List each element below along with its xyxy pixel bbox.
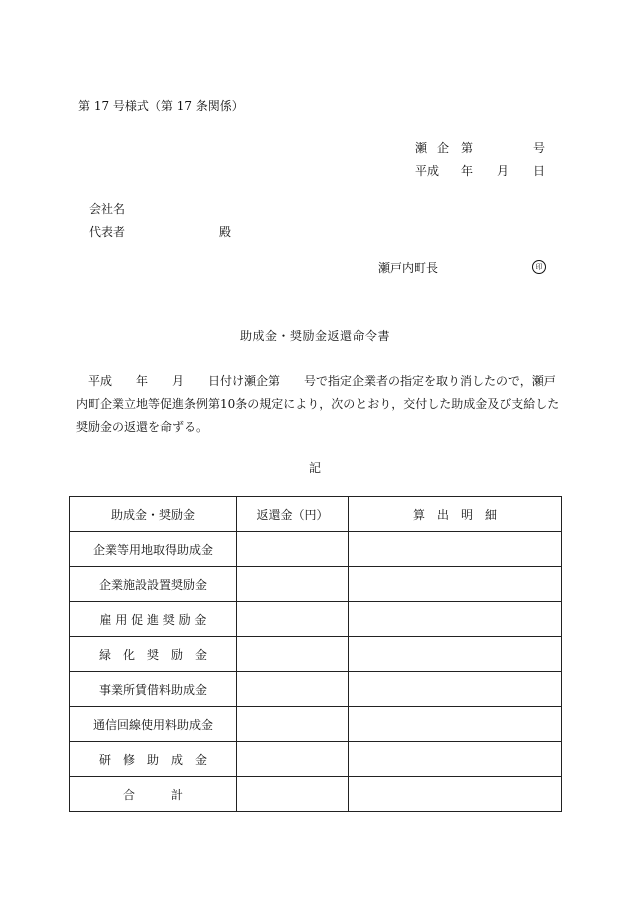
table-row: [70, 742, 562, 777]
details-cell: [349, 707, 562, 742]
header-calculation-details: 算 出 明 細: [349, 497, 562, 532]
total-label: 合 計: [70, 777, 237, 812]
doc-number-prefix-3: 第: [461, 141, 474, 155]
ki-heading: 記: [308, 461, 321, 475]
document-title: 助成金・奨励金返還命令書: [239, 329, 390, 343]
amount-cell: [237, 742, 349, 777]
doc-number-prefix-1: 瀬: [415, 141, 428, 155]
amount-cell: [237, 602, 349, 637]
body-line: 平成 年 月 日付け瀬企第 号で指定企業者の指定を取り消したので，瀬戸: [76, 374, 556, 388]
company-name-label: 会社名: [89, 202, 126, 216]
row-label: 通信回線使用料助成金: [70, 707, 237, 742]
refund-table: [69, 496, 562, 812]
date-year: 年: [461, 164, 474, 178]
date-day: 日: [533, 164, 546, 178]
row-label: 雇 用 促 進 奨 励 金: [70, 602, 237, 637]
details-cell: [349, 567, 562, 602]
header-refund-amount: 返還金（円）: [237, 497, 349, 532]
table-row: [70, 672, 562, 707]
table-row: [70, 637, 562, 672]
date-era: 平成: [415, 164, 440, 178]
details-cell: [349, 602, 562, 637]
honorific: 殿: [219, 225, 232, 239]
table-row: [70, 532, 562, 567]
doc-number-prefix-2: 企: [437, 141, 450, 155]
table-row: [70, 707, 562, 742]
amount-cell: [237, 707, 349, 742]
issuer-title: 瀬戸内町長: [378, 261, 439, 275]
details-cell: [349, 532, 562, 567]
representative-label: 代表者: [89, 225, 126, 239]
row-label: 緑 化 奨 励 金: [70, 637, 237, 672]
table-row: [70, 602, 562, 637]
date-month: 月: [497, 164, 510, 178]
amount-cell: [237, 567, 349, 602]
details-cell: [349, 742, 562, 777]
row-label: 事業所賃借料助成金: [70, 672, 237, 707]
table-total-row: [70, 777, 562, 812]
table-header-row: [70, 497, 562, 532]
total-amount-cell: [237, 777, 349, 812]
row-label: 企業施設設置奨励金: [70, 567, 237, 602]
header-grant-type: 助成金・奨励金: [70, 497, 237, 532]
row-label: 研 修 助 成 金: [70, 742, 237, 777]
seal-mark: 印: [532, 260, 546, 274]
body-text: [76, 370, 560, 439]
table-row: [70, 567, 562, 602]
total-details-cell: [349, 777, 562, 812]
body-line: 内町企業立地等促進条例第10条の規定により，次のとおり，交付した助成金及び支給した: [76, 397, 560, 411]
details-cell: [349, 637, 562, 672]
amount-cell: [237, 672, 349, 707]
amount-cell: [237, 637, 349, 672]
form-number: 第 17 号様式（第 17 条関係）: [78, 99, 244, 113]
details-cell: [349, 672, 562, 707]
doc-number-suffix: 号: [533, 141, 546, 155]
document-number: [415, 142, 545, 156]
body-line: 奨励金の返還を命ずる。: [76, 420, 209, 434]
row-label: 企業等用地取得助成金: [70, 532, 237, 567]
amount-cell: [237, 532, 349, 567]
document-date: [415, 165, 545, 179]
